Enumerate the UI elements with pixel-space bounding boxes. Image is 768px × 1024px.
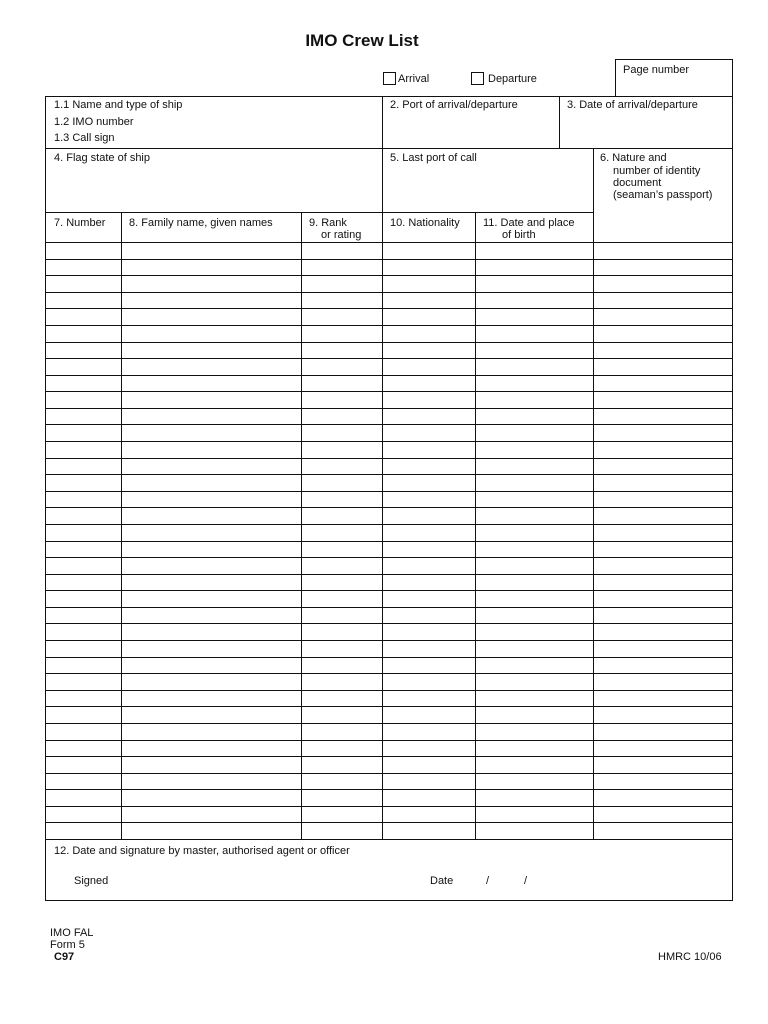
table-row-line bbox=[45, 325, 733, 326]
field-6-label-line1: 6. Nature and bbox=[600, 152, 667, 164]
frame-bottom bbox=[45, 900, 733, 901]
table-row-line bbox=[45, 524, 733, 525]
frame-top bbox=[45, 96, 733, 97]
table-row-line bbox=[45, 822, 733, 823]
row-divider-839 bbox=[45, 839, 733, 840]
table-column-divider bbox=[301, 212, 302, 839]
form-title: IMO Crew List bbox=[305, 31, 419, 50]
divider-field-2-3 bbox=[559, 96, 560, 148]
table-row-line bbox=[45, 690, 733, 691]
table-row-line bbox=[45, 623, 733, 624]
table-row-line bbox=[45, 474, 733, 475]
table-row-line bbox=[45, 706, 733, 707]
table-column-divider bbox=[121, 212, 122, 839]
table-row-line bbox=[45, 789, 733, 790]
table-row-line bbox=[45, 308, 733, 309]
table-row-line bbox=[45, 673, 733, 674]
table-column-divider bbox=[475, 212, 476, 839]
frame-left bbox=[45, 96, 46, 901]
field-3-label: 3. Date of arrival/departure bbox=[567, 99, 698, 111]
table-row-line bbox=[45, 640, 733, 641]
divider-header-mid bbox=[382, 96, 383, 242]
footer-code: C97 bbox=[54, 951, 75, 963]
table-row-line bbox=[45, 740, 733, 741]
footer-imo-fal: IMO FAL bbox=[50, 927, 94, 939]
divider-col-6 bbox=[593, 148, 594, 840]
page-number-label: Page number bbox=[623, 64, 690, 76]
table-row-line bbox=[45, 590, 733, 591]
table-row-line bbox=[45, 557, 733, 558]
table-row-line bbox=[45, 292, 733, 293]
table-row-line bbox=[45, 408, 733, 409]
table-row-line bbox=[45, 441, 733, 442]
table-row-line bbox=[45, 507, 733, 508]
field-2-label: 2. Port of arrival/departure bbox=[390, 99, 518, 111]
table-row-line bbox=[45, 242, 733, 243]
field-12-label: 12. Date and signature by master, authorised agent or officer bbox=[54, 845, 350, 857]
table-row-line bbox=[45, 657, 733, 658]
table-row-line bbox=[45, 806, 733, 807]
table-row-line bbox=[45, 773, 733, 774]
table-row-line bbox=[45, 259, 733, 260]
table-row-line bbox=[45, 342, 733, 343]
arrival-label: Arrival bbox=[398, 73, 430, 85]
page-number-box-top bbox=[615, 59, 733, 60]
field-6-label-line3: document bbox=[613, 177, 662, 189]
table-row-line bbox=[45, 574, 733, 575]
date-separator-1: / bbox=[486, 875, 490, 887]
field-1-1-label: 1.1 Name and type of ship bbox=[54, 99, 183, 111]
col-8-header: 8. Family name, given names bbox=[129, 217, 273, 229]
footer-reference: HMRC 10/06 bbox=[658, 951, 722, 963]
table-row-line bbox=[45, 424, 733, 425]
row-divider-148 bbox=[45, 148, 733, 149]
departure-checkbox[interactable] bbox=[471, 72, 484, 85]
table-row-line bbox=[45, 358, 733, 359]
table-row-line bbox=[45, 541, 733, 542]
col-10-header: 10. Nationality bbox=[390, 217, 460, 229]
footer-form-number: Form 5 bbox=[50, 939, 85, 951]
table-row-line bbox=[45, 607, 733, 608]
col-7-header: 7. Number bbox=[54, 217, 106, 229]
field-6-label-line4: (seaman’s passport) bbox=[613, 189, 713, 201]
col-11-header-line2: of birth bbox=[502, 229, 536, 241]
date-separator-2: / bbox=[524, 875, 528, 887]
field-6-label-line2: number of identity bbox=[613, 165, 701, 177]
field-4-label: 4. Flag state of ship bbox=[54, 152, 150, 164]
page-number-box-left bbox=[615, 59, 616, 96]
table-row-line bbox=[45, 275, 733, 276]
table-row-line bbox=[45, 756, 733, 757]
row-divider-212 bbox=[45, 212, 593, 213]
col-9-header-line2: or rating bbox=[321, 229, 362, 241]
signed-label: Signed bbox=[74, 875, 109, 887]
table-row-line bbox=[45, 375, 733, 376]
field-1-3-label: 1.3 Call sign bbox=[54, 132, 115, 144]
departure-label: Departure bbox=[488, 73, 537, 85]
table-row-line bbox=[45, 723, 733, 724]
table-row-line bbox=[45, 458, 733, 459]
table-row-line bbox=[45, 391, 733, 392]
field-1-2-label: 1.2 IMO number bbox=[54, 116, 134, 128]
date-label: Date bbox=[430, 875, 454, 887]
col-11-header-line1: 11. Date and place bbox=[483, 217, 575, 229]
field-5-label: 5. Last port of call bbox=[390, 152, 477, 164]
arrival-checkbox[interactable] bbox=[383, 72, 396, 85]
col-9-header-line1: 9. Rank bbox=[309, 217, 347, 229]
table-row-line bbox=[45, 491, 733, 492]
frame-right bbox=[732, 59, 733, 901]
